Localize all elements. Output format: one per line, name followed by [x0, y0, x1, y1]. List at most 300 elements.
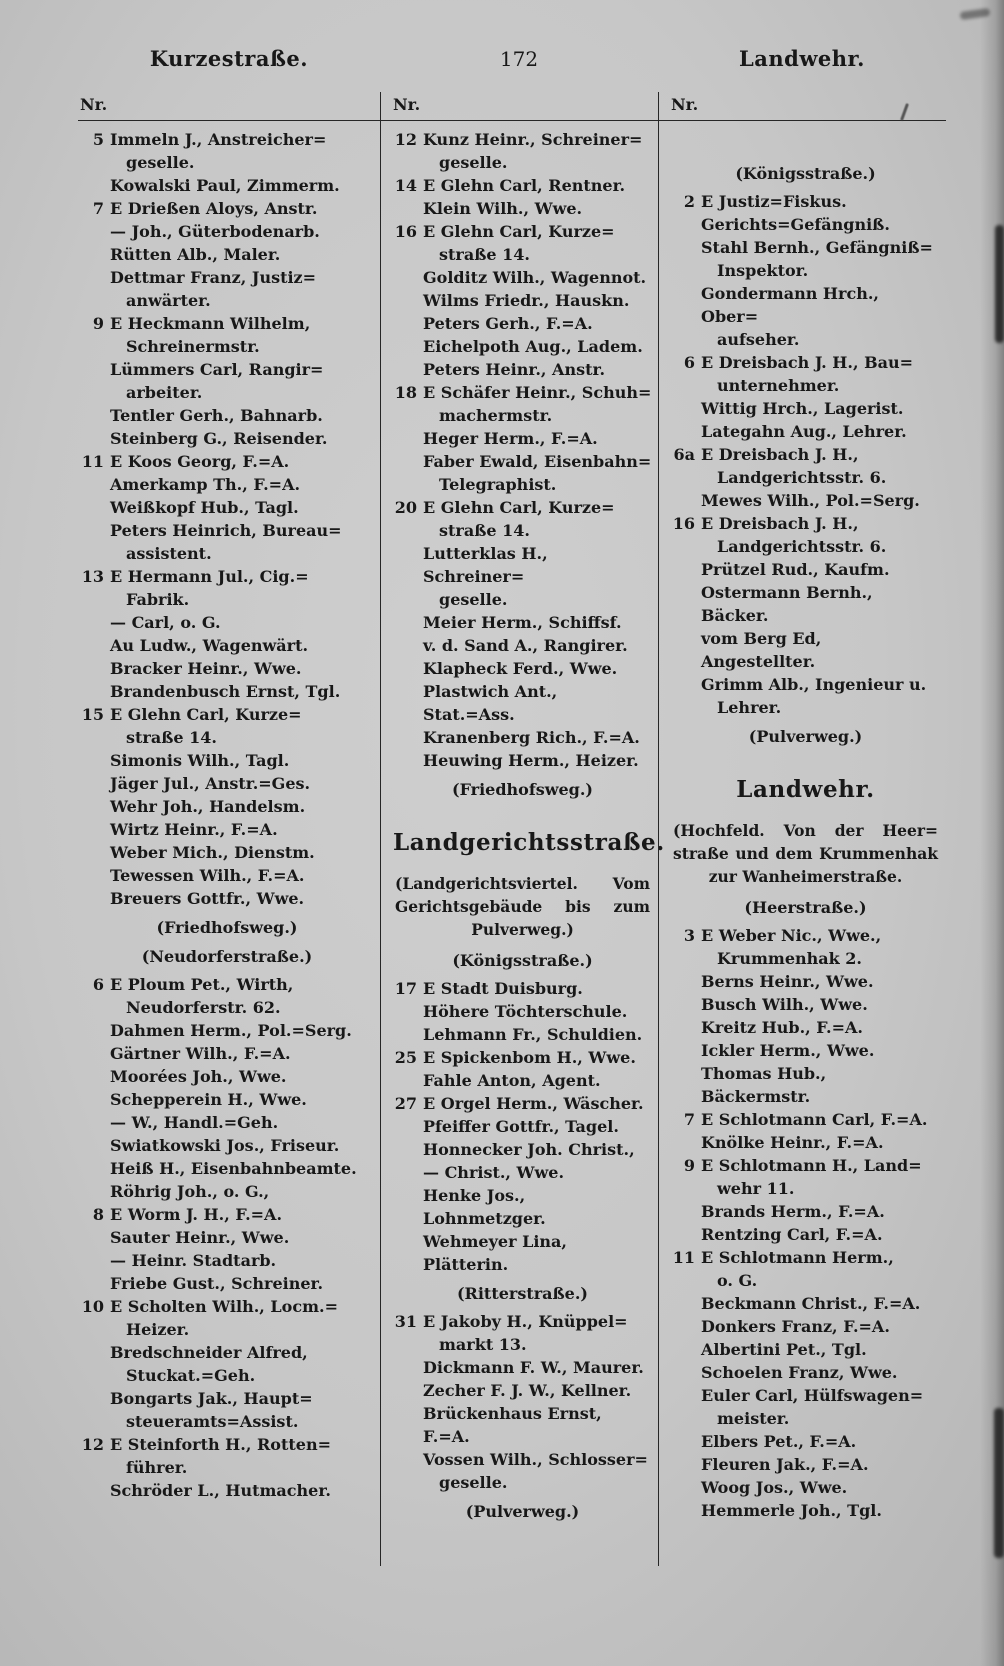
entry-text: Busch Wilh., Wwe.: [701, 995, 868, 1014]
house-number: 17: [394, 979, 417, 998]
entry-text: Swiatkowski Jos., Friseur.: [110, 1136, 340, 1155]
entry-text: Woog Jos., Wwe.: [701, 1478, 848, 1497]
entry-text: Schoelen Franz, Wwe.: [701, 1363, 898, 1382]
entry-text: Bredschneider Alfred,: [110, 1343, 308, 1362]
entry-line: [393, 312, 652, 335]
entry-line: [80, 1341, 374, 1364]
entry-text: Heger Herm., F.=A.: [423, 429, 598, 448]
house-number: 9: [683, 1156, 695, 1175]
entry-line: [80, 404, 374, 427]
house-number: 31: [394, 1312, 417, 1331]
entry-continuation-line: [671, 259, 940, 282]
cross-street-reference: (Ritterstraße.): [456, 1284, 588, 1303]
entry-line: [393, 266, 652, 289]
entry-continuation-line: [80, 289, 374, 312]
house-number: 5: [92, 130, 104, 149]
entry-line: [671, 993, 940, 1016]
entry-line: [80, 473, 374, 496]
entry-line: [80, 657, 374, 680]
entry-text: Schröder L., Hutmacher.: [110, 1481, 331, 1500]
entry-text: Kreitz Hub., F.=A.: [701, 1018, 863, 1037]
entry-line: [393, 680, 652, 726]
entry-line: [671, 1039, 940, 1062]
entry-line: [80, 795, 374, 818]
entry-text: Kowalski Paul, Zimmerm.: [110, 176, 340, 195]
entry-text: E Stadt Duisburg.: [423, 979, 583, 998]
entry-text: E Heckmann Wilhelm,: [110, 314, 311, 333]
entry-line: [80, 312, 374, 335]
entry-line: [671, 443, 940, 466]
entry-text: E Schäfer Heinr., Schuh=: [423, 383, 652, 402]
entry-text: Heuwing Herm., Heizer.: [423, 751, 639, 770]
entry-line: [80, 266, 374, 289]
entry-continuation-line: [80, 1364, 374, 1387]
entry-text: Telegraphist.: [439, 475, 557, 494]
entry-line: [393, 634, 652, 657]
house-number: 27: [394, 1094, 417, 1113]
cross-street-reference: (Friedhofsweg.): [156, 918, 298, 937]
house-number: 9: [92, 314, 104, 333]
entry-line: [393, 1092, 652, 1115]
entry-line: [393, 611, 652, 634]
entry-line: [671, 1430, 940, 1453]
note-line: (Landgerichtsviertel. Vom: [395, 874, 650, 893]
entry-text: Kunz Heinr., Schreiner=: [423, 130, 643, 149]
house-number: 6a: [673, 445, 695, 464]
entry-text: Röhrig Joh., o. G.,: [110, 1182, 270, 1201]
entry-text: E Steinforth H., Rotten=: [110, 1435, 331, 1454]
entry-line: [671, 236, 940, 259]
entry-text: assistent.: [126, 544, 212, 563]
entry-line: [393, 220, 652, 243]
entry-text: Berns Heinr., Wwe.: [701, 972, 874, 991]
house-number: 15: [81, 705, 104, 724]
entry-text: steueramts=Assist.: [126, 1412, 299, 1431]
entry-text: Lehmann Fr., Schuldien.: [423, 1025, 643, 1044]
entry-text: Brückenhaus Ernst, F.=A.: [423, 1404, 602, 1446]
entry-text: Landgerichtsstr. 6.: [717, 468, 887, 487]
entry-line: [671, 1453, 940, 1476]
entry-line: [671, 1223, 940, 1246]
house-number: 13: [81, 567, 104, 586]
entry-text: machermstr.: [439, 406, 553, 425]
entry-text: E Worm J. H., F.=A.: [110, 1205, 283, 1224]
entry-line: [671, 420, 940, 443]
page-number: 172: [499, 47, 539, 71]
entry-text: vom Berg Ed, Angestellter.: [701, 629, 822, 671]
column-spacer: [671, 128, 940, 156]
entry-line: [80, 1226, 374, 1249]
entry-text: Moorées Joh., Wwe.: [110, 1067, 287, 1086]
entry-line: [80, 749, 374, 772]
house-number: 20: [394, 498, 417, 517]
entry-text: Krummenhak 2.: [717, 949, 862, 968]
entry-line: [393, 1402, 652, 1448]
entry-continuation-line: [80, 381, 374, 404]
entry-line: [671, 489, 940, 512]
entry-line: [80, 450, 374, 473]
entry-line: [671, 213, 940, 236]
house-number: 6: [92, 975, 104, 994]
entry-line: [393, 542, 652, 588]
entry-text: straße 14.: [439, 521, 530, 540]
entry-line: [80, 818, 374, 841]
entry-text: o. G.: [717, 1271, 758, 1290]
entry-line: [393, 128, 652, 151]
entry-line: [80, 772, 374, 795]
entry-text: E Scholten Wilh., Locm.=: [110, 1297, 338, 1316]
entry-text: Elbers Pet., F.=A.: [701, 1432, 857, 1451]
entry-text: Knölke Heinr., F.=A.: [701, 1133, 884, 1152]
entry-line: [80, 1157, 374, 1180]
entry-text: Simonis Wilh., Tagl.: [110, 751, 290, 770]
entry-continuation-line: [671, 696, 940, 719]
entry-continuation-line: [80, 1410, 374, 1433]
entry-line: [80, 1180, 374, 1203]
entry-text: Gärtner Wilh., F.=A.: [110, 1044, 291, 1063]
house-number: 12: [394, 130, 417, 149]
house-number: 6: [683, 353, 695, 372]
entry-line: [671, 970, 940, 993]
entry-text: Dettmar Franz, Justiz=: [110, 268, 317, 287]
entry-continuation-line: [80, 996, 374, 1019]
entry-continuation-line: [80, 335, 374, 358]
entry-continuation-line: [393, 473, 652, 496]
entry-text: Steinberg G., Reisender.: [110, 429, 328, 448]
entry-line: [671, 512, 940, 535]
entry-text: — Christ., Wwe.: [423, 1163, 565, 1182]
entry-text: geselle.: [439, 590, 508, 609]
entry-line: [80, 634, 374, 657]
entry-continuation-line: [80, 588, 374, 611]
entry-text: geselle.: [439, 1473, 508, 1492]
entry-line: [671, 351, 940, 374]
entry-line: [671, 1200, 940, 1223]
entry-text: E Spickenbom H., Wwe.: [423, 1048, 636, 1067]
entry-text: geselle.: [126, 153, 195, 172]
entry-text: Kranenberg Rich., F.=A.: [423, 728, 640, 747]
entry-text: Euler Carl, Hülfswagen=: [701, 1386, 924, 1405]
entry-line: [671, 397, 940, 420]
house-number: 14: [394, 176, 417, 195]
entry-line: [80, 220, 374, 243]
entry-line: [80, 243, 374, 266]
entry-text: Zecher F. J. W., Kellner.: [423, 1381, 632, 1400]
entry-text: E Koos Georg, F.=A.: [110, 452, 290, 471]
entry-line: [393, 197, 652, 220]
entry-line: [393, 1138, 652, 1161]
entry-line: [80, 887, 374, 910]
entry-text: Rütten Alb., Maler.: [110, 245, 281, 264]
entry-text: Prützel Rud., Kaufm.: [701, 560, 890, 579]
cross-street-reference: (Heerstraße.): [744, 898, 867, 917]
entry-line: [80, 1272, 374, 1295]
entry-line: [393, 358, 652, 381]
entry-continuation-line: [393, 519, 652, 542]
entry-line: [393, 657, 652, 680]
street-description-note: [395, 872, 650, 941]
entry-text: Wirtz Heinr., F.=A.: [110, 820, 278, 839]
entry-text: Weißkopf Hub., Tagl.: [110, 498, 299, 517]
entry-text: Faber Ewald, Eisenbahn=: [423, 452, 652, 471]
entry-text: Stahl Bernh., Gefängniß=: [701, 238, 933, 257]
entry-continuation-line: [80, 1456, 374, 1479]
entry-text: Tewessen Wilh., F.=A.: [110, 866, 305, 885]
entry-text: E Dreisbach J. H.,: [701, 445, 859, 464]
note-line: (Hochfeld. Von der Heer=: [673, 821, 938, 840]
entry-line: [393, 1161, 652, 1184]
entry-text: Schreinermstr.: [126, 337, 260, 356]
entry-text: E Weber Nic., Wwe.,: [701, 926, 882, 945]
entry-continuation-line: [393, 1471, 652, 1494]
note-line: zur Wanheimerstraße.: [708, 867, 903, 886]
entry-text: Ickler Herm., Wwe.: [701, 1041, 875, 1060]
entry-text: Heizer.: [126, 1320, 190, 1339]
entry-line: [393, 726, 652, 749]
entry-text: v. d. Sand A., Rangirer.: [423, 636, 628, 655]
entry-text: Stuckat.=Geh.: [126, 1366, 256, 1385]
entry-line: [393, 335, 652, 358]
scan-edge-artifact: [995, 225, 1004, 343]
entry-text: E Glehn Carl, Rentner.: [423, 176, 626, 195]
entry-continuation-line: [393, 243, 652, 266]
entry-text: E Justiz=Fiskus.: [701, 192, 847, 211]
entry-text: Wittig Hrch., Lagerist.: [701, 399, 904, 418]
entry-line: [671, 1108, 940, 1131]
house-number: 18: [394, 383, 417, 402]
entry-continuation-line: [671, 328, 940, 351]
entry-continuation-line: [671, 535, 940, 558]
entry-text: — W., Handl.=Geh.: [110, 1113, 279, 1132]
entry-line: [671, 1338, 940, 1361]
entry-text: Beckmann Christ., F.=A.: [701, 1294, 921, 1313]
entry-line: [671, 1361, 940, 1384]
entry-line: [671, 1016, 940, 1039]
entry-text: E Dreisbach J. H.,: [701, 514, 859, 533]
entry-line: [671, 581, 940, 627]
entry-text: E Schlotmann H., Land=: [701, 1156, 922, 1175]
entry-text: unternehmer.: [717, 376, 840, 395]
column-middle: [380, 92, 665, 1566]
entry-text: Brandenbusch Ernst, Tgl.: [110, 682, 341, 701]
entry-text: Immeln J., Anstreicher=: [110, 130, 327, 149]
house-number: 7: [92, 199, 104, 218]
entry-line: [671, 558, 940, 581]
entry-text: Dickmann F. W., Maurer.: [423, 1358, 644, 1377]
entry-text: Plastwich Ant., Stat.=Ass.: [423, 682, 558, 724]
entry-line: [80, 519, 374, 542]
house-number: 16: [672, 514, 695, 533]
entry-continuation-line: [80, 726, 374, 749]
entry-line: [393, 1000, 652, 1023]
entry-continuation-line: [671, 374, 940, 397]
entry-line: [671, 1154, 940, 1177]
entry-line: [80, 1088, 374, 1111]
entry-text: Au Ludw., Wagenwärt.: [110, 636, 309, 655]
house-number: 11: [81, 452, 104, 471]
entry-text: anwärter.: [126, 291, 211, 310]
left-street-header: Kurzestraße.: [149, 46, 309, 71]
entry-text: Gerichts=Gefängniß.: [701, 215, 890, 234]
entry-text: Lümmers Carl, Rangir=: [110, 360, 324, 379]
house-number: 8: [92, 1205, 104, 1224]
nr-column-label: Nr.: [381, 92, 658, 121]
entry-text: Ostermann Bernh., Bäcker.: [701, 583, 873, 625]
entry-line: [80, 496, 374, 519]
entry-text: Landgerichtsstr. 6.: [717, 537, 887, 556]
entry-continuation-line: [80, 1318, 374, 1341]
entry-text: Golditz Wilh., Wagennot.: [423, 268, 647, 287]
entry-line: [393, 1379, 652, 1402]
column-left: [78, 92, 380, 1566]
entry-line: [80, 841, 374, 864]
entry-line: [671, 1499, 940, 1522]
entry-text: straße 14.: [439, 245, 530, 264]
entry-continuation-line: [393, 1333, 652, 1356]
entry-text: Schepperein H., Wwe.: [110, 1090, 307, 1109]
entry-line: [80, 1203, 374, 1226]
entry-continuation-line: [671, 1177, 940, 1200]
entry-line: [393, 1448, 652, 1471]
entry-text: E Glehn Carl, Kurze=: [110, 705, 302, 724]
house-number: 7: [683, 1110, 695, 1129]
entry-line: [80, 680, 374, 703]
entry-text: Tentler Gerh., Bahnarb.: [110, 406, 323, 425]
entry-text: E Jakoby H., Knüppel=: [423, 1312, 628, 1331]
entry-line: [80, 358, 374, 381]
cross-street-reference: (Pulverweg.): [748, 727, 863, 746]
entry-line: [393, 174, 652, 197]
entry-text: — Carl, o. G.: [110, 613, 221, 632]
entry-text: E Glehn Carl, Kurze=: [423, 222, 615, 241]
note-line: Gerichtsgebäude bis zum: [395, 897, 650, 916]
entry-text: Pfeiffer Gottfr., Tagel.: [423, 1117, 619, 1136]
entry-text: Fabrik.: [126, 590, 190, 609]
right-street-header: Landwehr.: [739, 46, 865, 71]
house-number: 12: [81, 1435, 104, 1454]
entry-text: aufseher.: [717, 330, 800, 349]
entry-line: [80, 174, 374, 197]
house-number: 2: [683, 192, 695, 211]
entry-line: [393, 1230, 652, 1276]
entry-line: [671, 673, 940, 696]
page-header: [78, 46, 946, 72]
entry-line: [80, 1249, 374, 1272]
entry-line: [80, 1042, 374, 1065]
entry-text: Mewes Wilh., Pol.=Serg.: [701, 491, 920, 510]
street-description-note: [673, 819, 938, 888]
entry-line: [80, 1295, 374, 1318]
entry-line: [80, 197, 374, 220]
entry-line: [393, 1069, 652, 1092]
entry-text: Fleuren Jak., F.=A.: [701, 1455, 869, 1474]
entry-text: Fahle Anton, Agent.: [423, 1071, 601, 1090]
entry-text: meister.: [717, 1409, 790, 1428]
scan-edge-artifact: [994, 1408, 1004, 1558]
entry-text: Sauter Heinr., Wwe.: [110, 1228, 290, 1247]
entry-line: [393, 450, 652, 473]
entry-continuation-line: [671, 1269, 940, 1292]
street-section-heading: Landwehr.: [736, 776, 875, 803]
nr-column-label: Nr.: [78, 92, 380, 121]
cross-street-reference: (Königsstraße.): [452, 951, 593, 970]
entry-text: Heiß H., Eisenbahnbeamte.: [110, 1159, 357, 1178]
entry-text: Weber Mich., Dienstm.: [110, 843, 315, 862]
entry-text: Neudorferstr. 62.: [126, 998, 281, 1017]
entry-text: straße 14.: [126, 728, 217, 747]
entry-text: — Joh., Güterbodenarb.: [110, 222, 320, 241]
entry-text: Hemmerle Joh., Tgl.: [701, 1501, 882, 1520]
entry-text: Thomas Hub., Bäckermstr.: [701, 1064, 827, 1106]
entry-text: E Orgel Herm., Wäscher.: [423, 1094, 644, 1113]
entry-line: [671, 282, 940, 328]
entry-text: E Dreisbach J. H., Bau=: [701, 353, 914, 372]
cross-street-reference: (Königsstraße.): [735, 164, 876, 183]
entry-line: [671, 627, 940, 673]
entry-text: E Hermann Jul., Cig.=: [110, 567, 309, 586]
entry-line: [80, 128, 374, 151]
entry-text: Albertini Pet., Tgl.: [701, 1340, 867, 1359]
entry-line: [393, 381, 652, 404]
entry-text: Brands Herm., F.=A.: [701, 1202, 885, 1221]
entry-line: [671, 1315, 940, 1338]
entry-text: Klapheck Ferd., Wwe.: [423, 659, 618, 678]
entry-line: [671, 190, 940, 213]
entry-text: Gondermann Hrch., Ober=: [701, 284, 879, 326]
entry-line: [80, 1134, 374, 1157]
entry-line: [80, 1479, 374, 1502]
entry-text: Rentzing Carl, F.=A.: [701, 1225, 883, 1244]
entry-text: wehr 11.: [717, 1179, 795, 1198]
entry-line: [393, 1310, 652, 1333]
note-line: straße und dem Krummenhak: [673, 844, 938, 863]
entry-text: Dahmen Herm., Pol.=Serg.: [110, 1021, 352, 1040]
entry-text: markt 13.: [439, 1335, 527, 1354]
entry-text: Grimm Alb., Ingenieur u.: [701, 675, 927, 694]
entry-line: [393, 1046, 652, 1069]
entry-line: [80, 864, 374, 887]
entry-text: Amerkamp Th., F.=A.: [110, 475, 301, 494]
entry-text: Peters Heinr., Anstr.: [423, 360, 606, 379]
entry-line: [80, 611, 374, 634]
entry-line: [671, 924, 940, 947]
entry-text: E Glehn Carl, Kurze=: [423, 498, 615, 517]
entry-text: Klein Wilh., Wwe.: [423, 199, 583, 218]
entry-line: [80, 565, 374, 588]
entry-text: Honnecker Joh. Christ.,: [423, 1140, 635, 1159]
house-number: 3: [683, 926, 695, 945]
entry-text: Meier Herm., Schiffsf.: [423, 613, 622, 632]
entry-text: Inspektor.: [717, 261, 809, 280]
entry-line: [671, 1384, 940, 1407]
entry-text: Peters Gerh., F.=A.: [423, 314, 593, 333]
entry-text: Peters Heinrich, Bureau=: [110, 521, 342, 540]
house-number: 11: [672, 1248, 695, 1267]
house-number: 10: [81, 1297, 104, 1316]
entry-continuation-line: [671, 1407, 940, 1430]
entry-text: Wilms Friedr., Hauskn.: [423, 291, 630, 310]
entry-text: geselle.: [439, 153, 508, 172]
entry-text: Breuers Gottfr., Wwe.: [110, 889, 305, 908]
entry-line: [80, 1065, 374, 1088]
entry-continuation-line: [671, 947, 940, 970]
entry-line: [80, 1019, 374, 1042]
cross-street-reference: (Friedhofsweg.): [452, 780, 593, 799]
entry-line: [393, 749, 652, 772]
entry-text: Friebe Gust., Schreiner.: [110, 1274, 324, 1293]
entry-text: Jäger Jul., Anstr.=Ges.: [110, 774, 311, 793]
entry-line: [393, 496, 652, 519]
